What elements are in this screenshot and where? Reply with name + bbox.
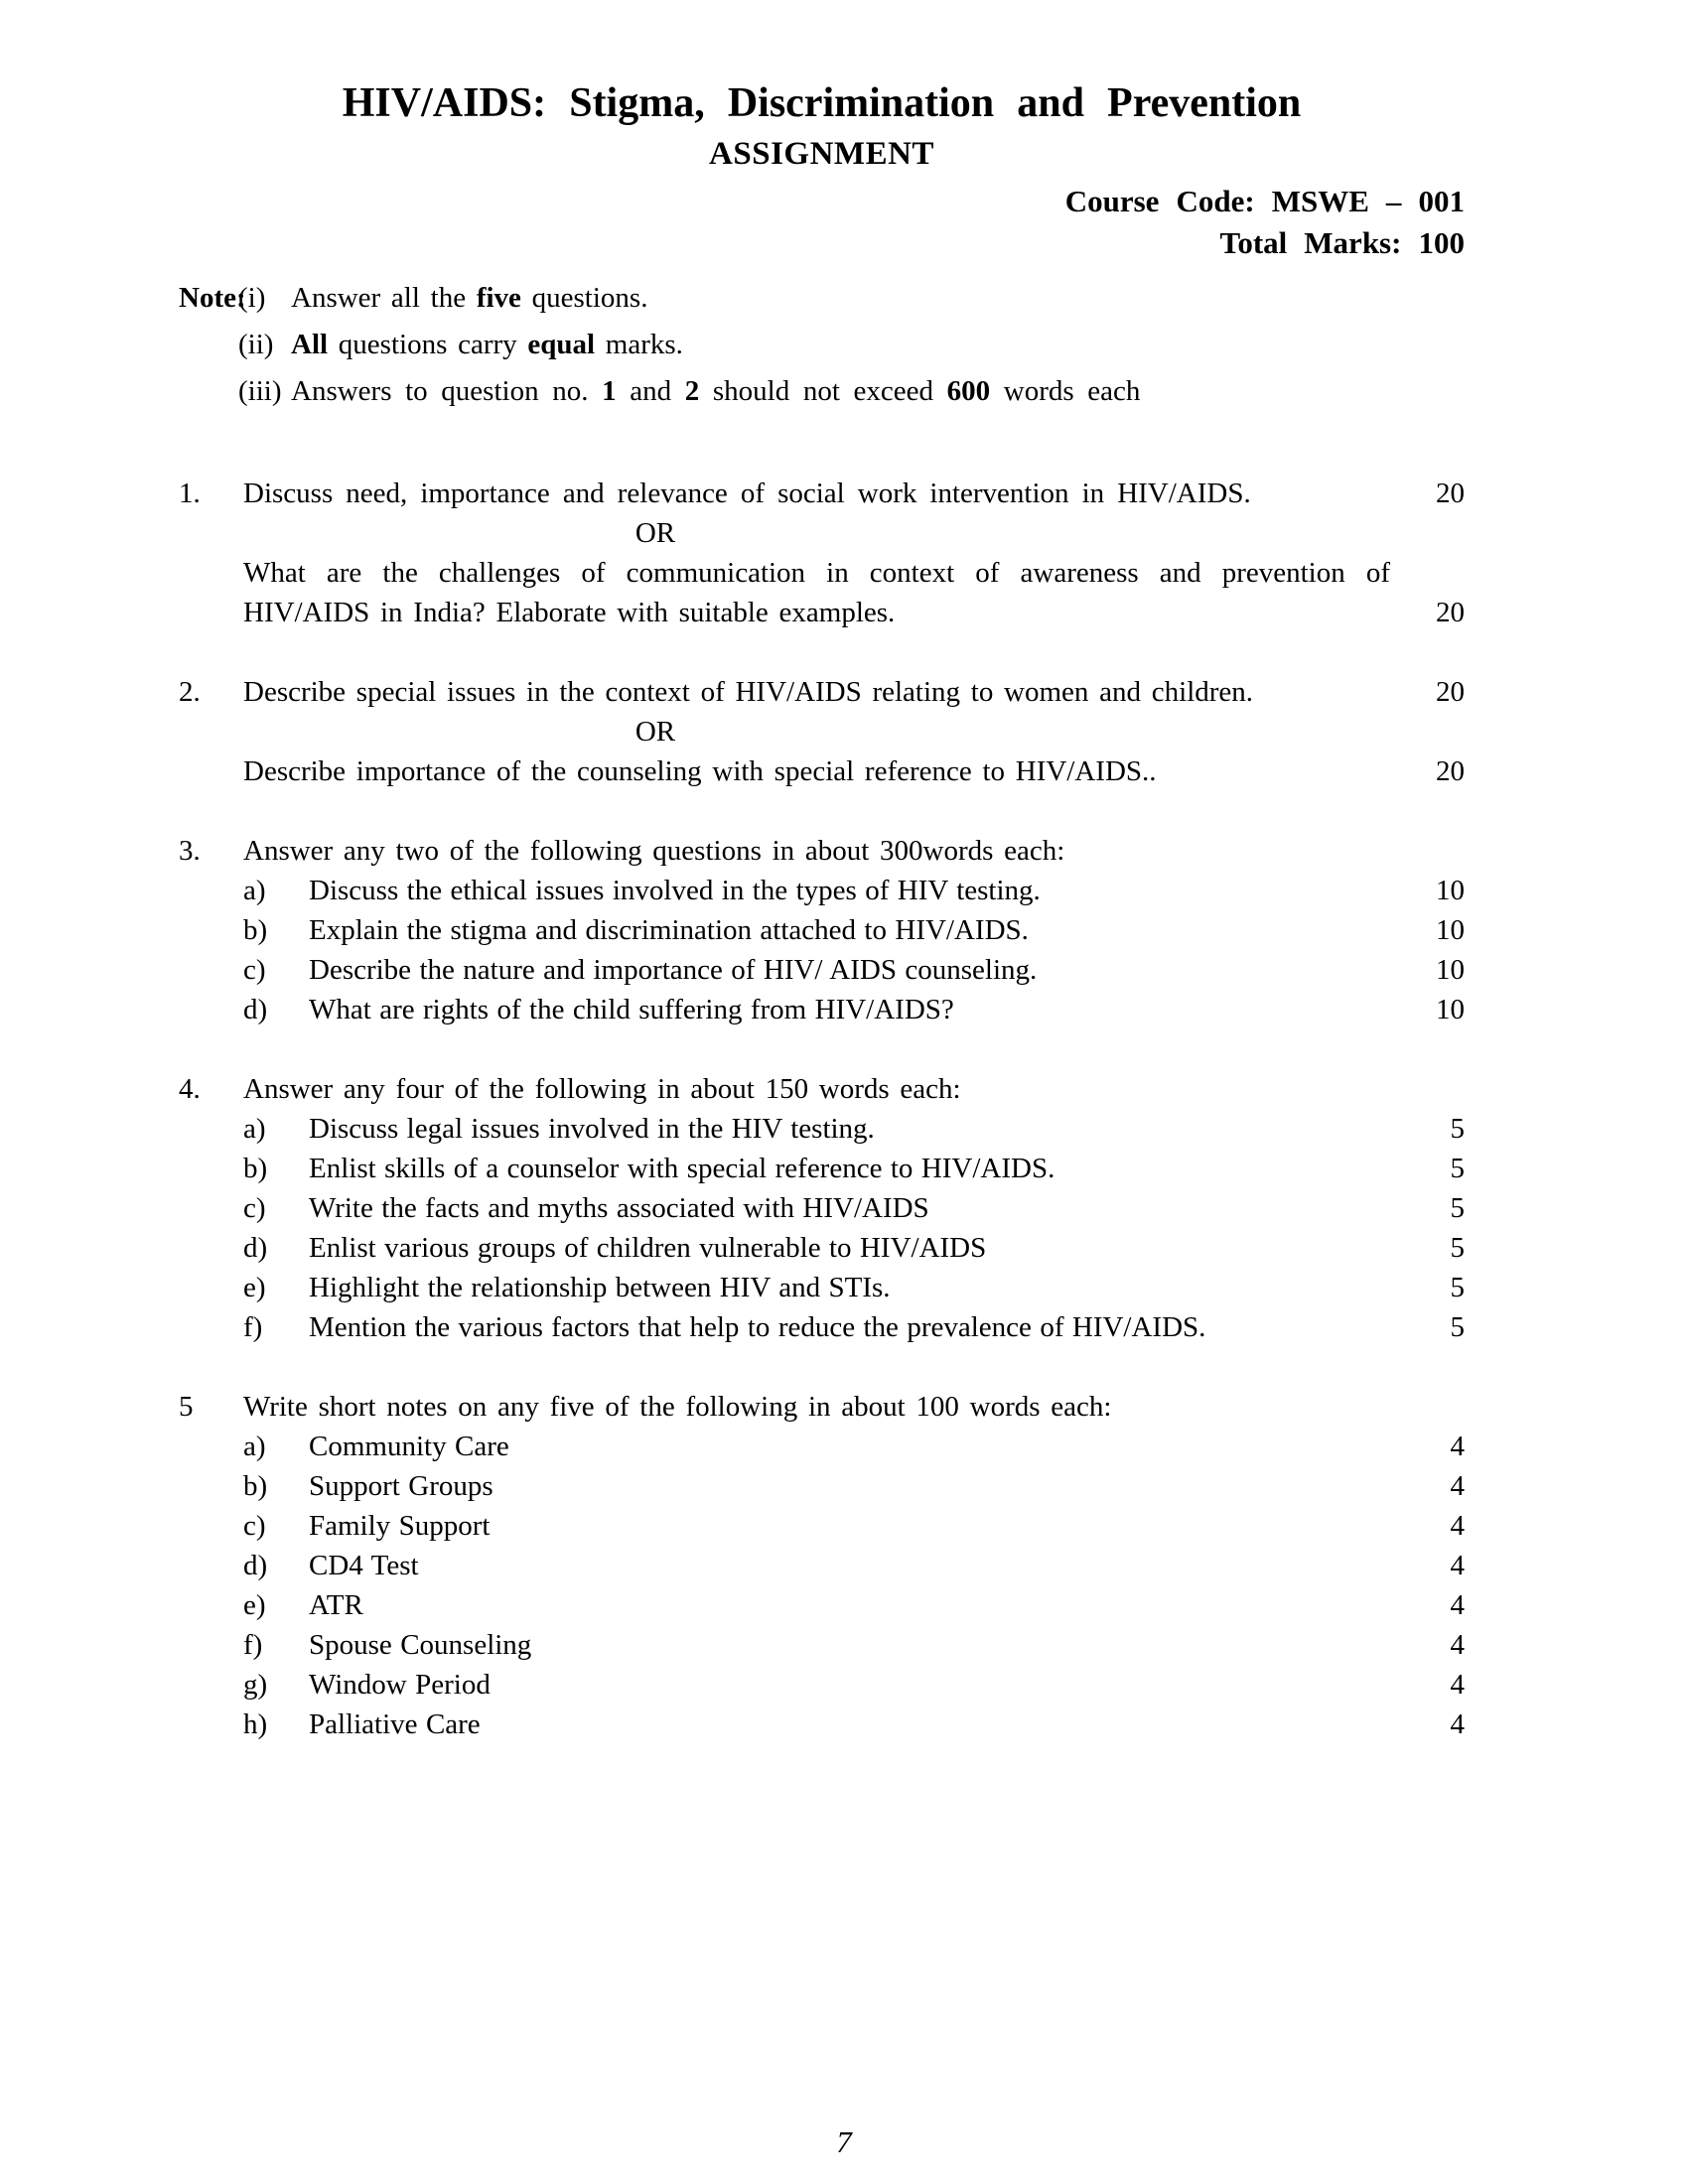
note-item xyxy=(179,278,1465,318)
marks-value: 5 xyxy=(1450,1272,1465,1303)
marks-value: 10 xyxy=(1436,994,1465,1025)
subitem xyxy=(243,1427,1390,1466)
subitem-text: Support Groups xyxy=(309,1470,493,1502)
question-intro: Answer any four of the following in about 150 words each: xyxy=(243,1073,961,1105)
question-2 xyxy=(179,672,1465,791)
question-3 xyxy=(179,831,1465,1029)
marks-value: 4 xyxy=(1450,1629,1465,1661)
subitem xyxy=(243,1268,1390,1307)
subitem-text: Palliative Care xyxy=(309,1708,481,1740)
subitem-letter: f) xyxy=(243,1629,263,1661)
subitem xyxy=(243,1149,1390,1188)
marks-value: 10 xyxy=(1436,875,1465,906)
subitem xyxy=(243,1506,1390,1546)
note-item-marker: (i) xyxy=(238,282,266,314)
subitem xyxy=(243,1665,1390,1705)
header-meta xyxy=(179,181,1465,264)
subitem xyxy=(243,1625,1390,1665)
subitem-letter: c) xyxy=(243,1192,266,1224)
question-4 xyxy=(179,1069,1465,1347)
subitem-text: What are rights of the child suffering from HIV/AIDS? xyxy=(309,994,954,1025)
marks-value: 10 xyxy=(1436,954,1465,986)
note-label-spacer xyxy=(179,325,238,364)
marks-value: 5 xyxy=(1450,1192,1465,1224)
marks-value: 5 xyxy=(1450,1311,1465,1343)
question-intro-line xyxy=(179,831,1465,871)
note-item-text: Answer all the five questions. xyxy=(291,282,648,314)
assignment-subtitle: ASSIGNMENT xyxy=(709,136,934,172)
subitem-letter: d) xyxy=(243,1550,268,1581)
question-text xyxy=(243,553,1390,632)
subitem-text: Write the facts and myths associated with HIV/AIDS xyxy=(309,1192,929,1224)
page-number: 7 xyxy=(836,2124,852,2159)
subitem-text: ATR xyxy=(309,1589,363,1621)
subitem xyxy=(243,1585,1390,1625)
marks-value: 4 xyxy=(1450,1510,1465,1542)
question-text: Describe importance of the counseling with special reference to HIV/AIDS.. xyxy=(243,755,1157,787)
question-text-line: HIV/AIDS in India? Elaborate with suitable examples. xyxy=(243,597,896,628)
marks-value: 5 xyxy=(1450,1232,1465,1264)
question-intro-line xyxy=(179,1069,1465,1109)
subitem xyxy=(243,1466,1390,1506)
subitem-line xyxy=(179,950,1465,990)
subitem xyxy=(243,950,1390,990)
subitem-line xyxy=(179,1585,1465,1625)
subitem-text: Describe the nature and importance of HIV/ AIDS counseling. xyxy=(309,954,1038,986)
question-line xyxy=(179,474,1465,513)
subitem-letter: c) xyxy=(243,1510,266,1542)
question-intro: Write short notes on any five of the following in about 100 words each: xyxy=(243,1391,1112,1423)
note-item xyxy=(179,325,1465,364)
question-text-line: What are the challenges of communication in context of awareness and prevention of xyxy=(243,557,1390,589)
subitem-line xyxy=(179,1506,1465,1546)
subitem-line xyxy=(179,1705,1465,1744)
question-text: Discuss need, importance and relevance of social work intervention in HIV/AIDS. xyxy=(243,478,1251,509)
subitem-line xyxy=(179,1307,1465,1347)
note-label: Note: xyxy=(179,282,246,314)
subitem-letter: b) xyxy=(243,1153,268,1184)
subitem-line xyxy=(179,1427,1465,1466)
question-number: 1. xyxy=(179,478,201,509)
question-5 xyxy=(179,1387,1465,1744)
subitem xyxy=(243,1188,1390,1228)
question-1 xyxy=(179,474,1465,632)
subitem-line xyxy=(179,1149,1465,1188)
subitem-text: Enlist various groups of children vulnerable to HIV/AIDS xyxy=(309,1232,987,1264)
subitem-line xyxy=(179,1228,1465,1268)
subitem-letter: a) xyxy=(243,1431,266,1462)
marks-value: 20 xyxy=(1436,478,1465,509)
subitem-line xyxy=(179,1109,1465,1149)
question-line xyxy=(179,751,1465,791)
marks-value: 4 xyxy=(1450,1708,1465,1740)
subitem-letter: b) xyxy=(243,1470,268,1502)
marks-value: 4 xyxy=(1450,1669,1465,1701)
subitem-line xyxy=(179,990,1465,1029)
question-number: 4. xyxy=(179,1073,201,1105)
subitem-letter: c) xyxy=(243,954,266,986)
subitem-letter: f) xyxy=(243,1311,263,1343)
subitem-line xyxy=(179,871,1465,910)
question-intro-line xyxy=(179,1387,1465,1427)
subitem xyxy=(243,1307,1390,1347)
subitem-text: Discuss legal issues involved in the HIV testing. xyxy=(309,1113,875,1145)
page-title: HIV/AIDS: Stigma, Discrimination and Prevention xyxy=(342,80,1302,126)
subitem-text: CD4 Test xyxy=(309,1550,419,1581)
subitem-letter: g) xyxy=(243,1669,268,1701)
or-line xyxy=(179,712,1465,751)
subitem-text: Window Period xyxy=(309,1669,491,1701)
question-number: 5 xyxy=(179,1391,194,1423)
subitem-line xyxy=(179,1188,1465,1228)
marks-value: 5 xyxy=(1450,1113,1465,1145)
question-text: Describe special issues in the context of HIV/AIDS relating to women and children. xyxy=(243,676,1254,708)
subitem-text: Explain the stigma and discrimination attached to HIV/AIDS. xyxy=(309,914,1029,946)
subitem-letter: a) xyxy=(243,1113,266,1145)
marks-value: 4 xyxy=(1450,1550,1465,1581)
subitem-letter: d) xyxy=(243,1232,268,1264)
subitem xyxy=(243,1546,1390,1585)
subitem xyxy=(243,871,1390,910)
subitem-letter: h) xyxy=(243,1708,268,1740)
note-label-spacer xyxy=(179,371,238,411)
subitem xyxy=(243,910,1390,950)
marks-value: 4 xyxy=(1450,1589,1465,1621)
subitem-line xyxy=(179,1665,1465,1705)
subitem-text: Mention the various factors that help to reduce the prevalence of HIV/AIDS. xyxy=(309,1311,1206,1343)
subitem-text: Enlist skills of a counselor with special reference to HIV/AIDS. xyxy=(309,1153,1055,1184)
subitem-letter: a) xyxy=(243,875,266,906)
question-line xyxy=(179,553,1465,632)
subitem xyxy=(243,1109,1390,1149)
marks-value: 10 xyxy=(1436,914,1465,946)
subitem-letter: b) xyxy=(243,914,268,946)
or-container xyxy=(243,712,1465,751)
note-item-text: All questions carry equal marks. xyxy=(291,329,683,360)
marks-value: 20 xyxy=(1436,676,1465,708)
note-item-marker: (ii) xyxy=(238,329,274,360)
subitem-line xyxy=(179,1625,1465,1665)
subitem-text: Spouse Counseling xyxy=(309,1629,532,1661)
note-block xyxy=(179,278,1465,411)
marks-value: 20 xyxy=(1436,755,1465,787)
question-number: 3. xyxy=(179,835,201,867)
subitem-text: Community Care xyxy=(309,1431,509,1462)
subitem xyxy=(243,990,1390,1029)
question-line xyxy=(179,672,1465,712)
note-item-text: Answers to question no. 1 and 2 should not exceed 600 words each xyxy=(291,375,1141,407)
subitem-letter: e) xyxy=(243,1272,266,1303)
or-separator: OR xyxy=(634,517,676,549)
question-intro: Answer any two of the following questions in about 300words each: xyxy=(243,835,1065,867)
subitem-letter: d) xyxy=(243,994,268,1025)
note-item xyxy=(179,371,1465,411)
total-marks: Total Marks: 100 xyxy=(1219,225,1465,260)
subitem-letter: e) xyxy=(243,1589,266,1621)
or-separator: OR xyxy=(634,716,676,748)
marks-value: 4 xyxy=(1450,1470,1465,1502)
marks-value: 4 xyxy=(1450,1431,1465,1462)
or-line xyxy=(179,513,1465,553)
subitem xyxy=(243,1705,1390,1744)
question-number: 2. xyxy=(179,676,201,708)
marks-value: 20 xyxy=(1436,597,1465,628)
note-item-marker: (iii) xyxy=(238,375,282,407)
subitem-line xyxy=(179,1546,1465,1585)
subitem-text: Highlight the relationship between HIV and STIs. xyxy=(309,1272,891,1303)
course-code: Course Code: MSWE – 001 xyxy=(1064,184,1465,218)
subitem xyxy=(243,1228,1390,1268)
or-container xyxy=(243,513,1465,553)
marks-value: 5 xyxy=(1450,1153,1465,1184)
subitem-text: Family Support xyxy=(309,1510,491,1542)
subitem-line xyxy=(179,910,1465,950)
subitem-line xyxy=(179,1466,1465,1506)
subitem-text: Discuss the ethical issues involved in the types of HIV testing. xyxy=(309,875,1041,906)
subitem-line xyxy=(179,1268,1465,1307)
